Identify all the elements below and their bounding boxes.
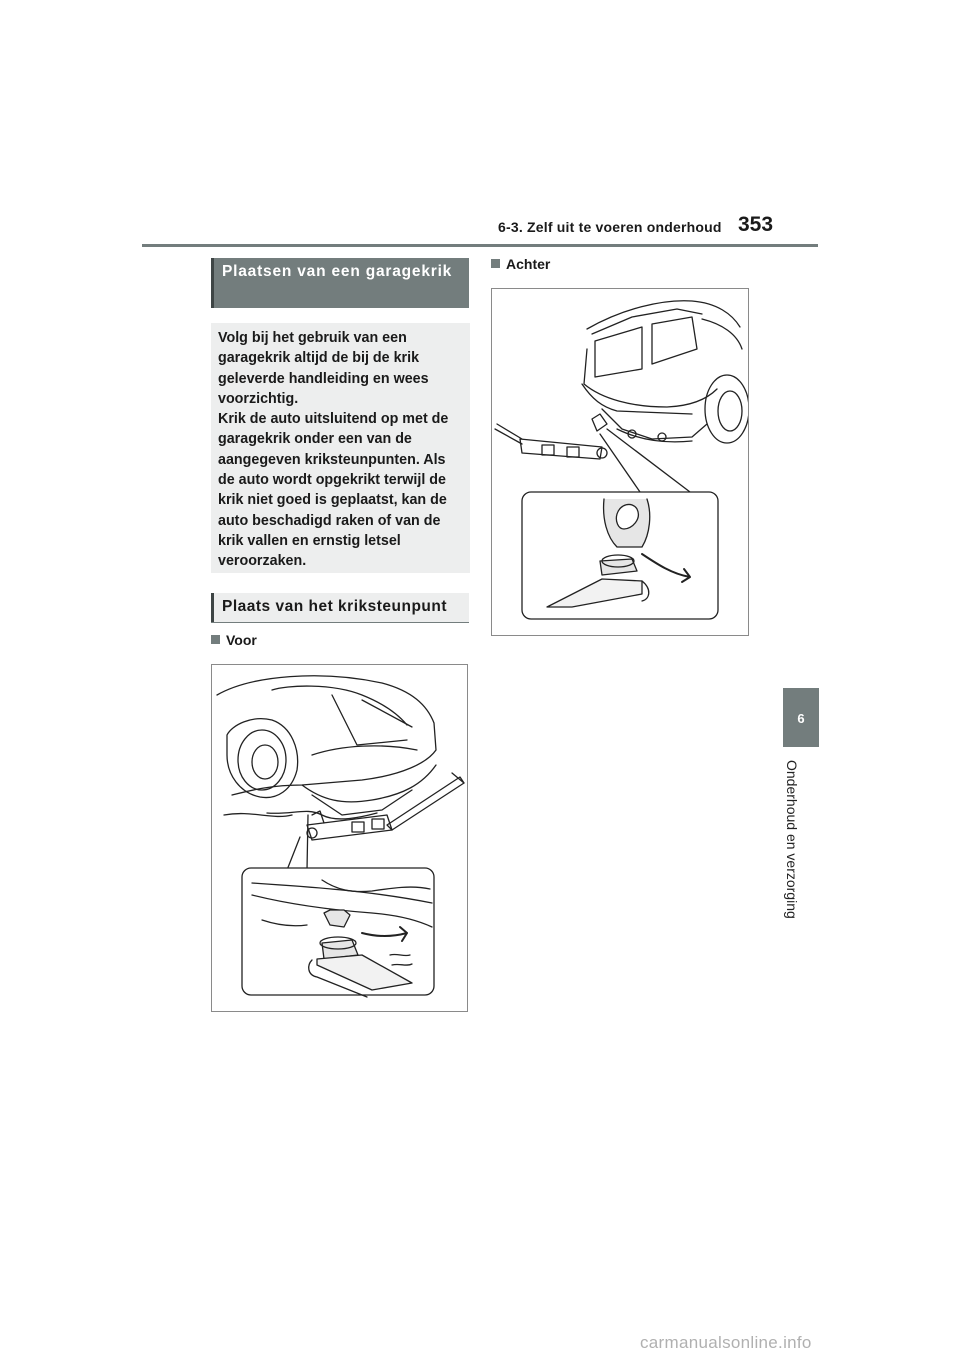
section-reference: 6-3. Zelf uit te voeren onderhoud [498, 219, 722, 235]
section-title: Plaatsen van een garagekrik [222, 263, 453, 280]
front-car-jack-drawing [212, 665, 467, 1011]
rear-jack-point-illustration [491, 288, 749, 636]
sub-heading: Plaats van het kriksteunpunt [222, 598, 448, 615]
front-label [211, 632, 257, 648]
bullet-square-icon [211, 635, 220, 644]
warning-text: Volg bij het gebruik van een garagekrik altijd de bij de krik geleverde handleiding en wees voorzichtig. Krik de auto uitsluitend op met de garagekrik onder een van de aangegeven kriksteunpunten. Als de auto wordt opgekrikt terwijl de krik niet goed is geplaatst, kan de auto beschadigd raken of van de krik vallen en ernstig letsel veroorzaken. [218, 330, 449, 570]
bullet-square-icon [491, 259, 500, 268]
sub-heading-underline [211, 622, 469, 623]
rear-label-text: Achter [506, 256, 551, 272]
chapter-tab-label: Onderhoud en verzorging [784, 760, 800, 919]
rear-car-jack-drawing [492, 289, 748, 635]
chapter-tab-number: 6 [797, 711, 805, 726]
watermark: carmanualsonline.info [640, 1333, 812, 1352]
front-jack-point-illustration [211, 664, 468, 1012]
rear-label [491, 256, 550, 272]
front-label-text: Voor [226, 632, 257, 648]
page-number: 353 [738, 213, 774, 236]
header-divider [142, 244, 818, 247]
